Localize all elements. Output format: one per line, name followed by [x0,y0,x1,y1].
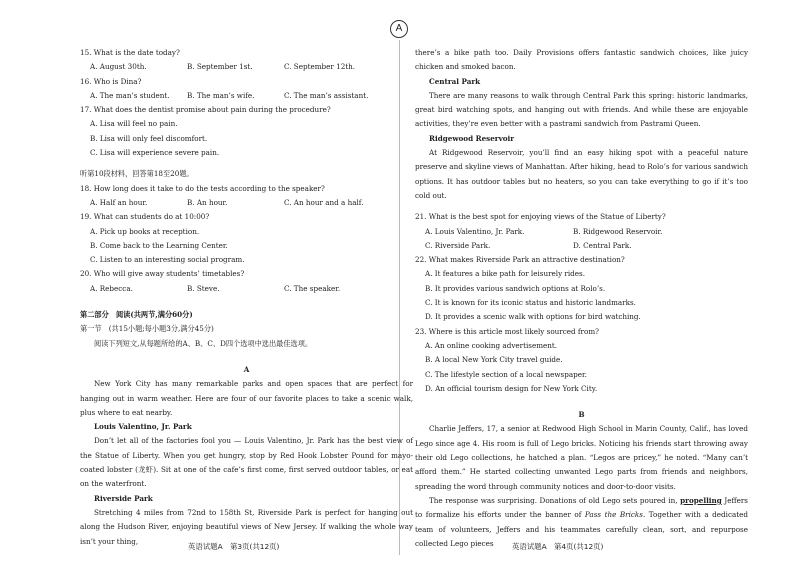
paper-version-badge: A [390,20,408,38]
question-15-options [80,60,413,74]
reading-instruction: 阅读下列短文,从每题所给的A、B、C、D四个选项中选出最佳选项。 [94,338,313,348]
question-21-options-row2 [415,239,748,253]
section-10-instruction: 听第10段材料，回答第18至20题。 [80,169,194,179]
text-span: Jeffers to formalize his efforts under the banner of [415,495,748,520]
option: A. Rebecca. [90,283,133,293]
question-18: 18. How long does it take to do the tests according to the speaker? [80,183,325,193]
option: D. Central Park. [573,240,632,250]
text-span: . Together with a dedicated team of volunteers, Jeffers and his teammates carefully clean, sort, and repurpose collected Lego pieces [415,510,748,548]
park-text-central: There are many reasons to walk through Central Park this spring: historic landmarks, great bird watching spots, and hanging out with friends. And while these are enjoyable activities, they’re even better with a pastrami sandwich from Pastrami Queen. [415,90,748,129]
option: C. The speaker. [284,283,341,293]
underlined-word: propelling [680,495,722,505]
question-21: 21. What is the best spot for enjoying views of the Statue of Liberty? [415,212,666,222]
option: B. A local New York City travel guide. [425,355,563,365]
option: B. September 1st. [187,62,253,72]
option: A. The man’s student. [90,90,170,100]
text-span: The response was surprising. Donations of old Lego sets poured in, [429,495,678,505]
option: A. Half an hour. [90,197,148,207]
question-22: 22. What makes Riverside Park an attractive destination? [415,255,625,265]
option: D. An official tourism design for New York City. [425,383,598,393]
option: A. Pick up books at reception. [90,226,200,236]
right-page [415,46,748,551]
question-16-options [80,89,413,103]
option: B. Ridgewood Reservoir. [573,226,663,236]
option: B. It provides various sandwich options at Rolo’s. [425,283,606,293]
park-text-riverside: Stretching 4 miles from 72nd to 158th St, Riverside Park is perfect for hanging out along the Hudson River, enjoying beautiful views of New Jersey. If walking the whole way isn’t your thing, [80,507,413,546]
park-title-central: Central Park [429,76,481,86]
left-page [80,46,413,549]
question-19: 19. What can students do at 10:00? [80,212,210,222]
italic-title: Pass the Bricks [584,510,643,520]
option: B. Lisa will only feel discomfort. [90,133,208,143]
section-1-heading: 第一节 (共15小题;每小题3分,满分45分) [80,324,214,334]
option: B. An hour. [187,197,228,207]
right-page-footer: 英语试题A 第4页(共12页) [512,542,604,551]
option: C. Riverside Park. [425,240,491,250]
option: C. The lifestyle section of a local newspaper. [425,369,587,379]
option: A. It features a bike path for leisurely rides. [425,269,585,279]
option: C. An hour and a half. [284,197,364,207]
question-20-options [80,282,413,296]
option: C. It is known for its iconic status and historic landmarks. [425,298,636,308]
option: C. Lisa will experience severe pain. [90,148,220,158]
riverside-continued: there’s a bike path too. Daily Provisions offers fantastic sandwich choices, like juicy chicken and smoked bacon. [415,48,748,72]
park-title-ridgewood: Ridgewood Reservoir [429,133,515,143]
question-20: 20. Who will give away students’ timetables? [80,269,245,279]
park-title-louis-valentino: Louis Valentino, Jr. Park [94,422,192,432]
option: A. Lisa will feel no pain. [90,119,178,129]
option: A. Louis Valentino, Jr. Park. [425,226,525,236]
option: A. August 30th. [90,62,147,72]
option: B. The man’s wife. [187,90,255,100]
option: C. September 12th. [284,62,356,72]
question-23: 23. Where is this article most likely sourced from? [415,326,599,336]
park-title-riverside: Riverside Park [94,493,153,503]
passage-b-paragraph-1: Charlie Jeffers, 17, a senior at Redwood High School in Marin County, Calif., has loved Lego since age 4. His room is full of Lego bricks. Noticing his friends start throwing away their old Lego collections, he hatched a plan. “Legos are pricey,” he noted. “Many can’t afford them.” He started collecting unwanted Lego parts from friends and neighbors, spreading the word through community notices and door-to-door visits. [415,424,748,491]
option: D. It provides a scenic walk with options for bird watching. [425,312,641,322]
question-17: 17. What does the dentist promise about pain during the procedure? [80,105,331,115]
question-16: 16. Who is Dina? [80,76,142,86]
left-page-footer: 英语试题A 第3页(共12页) [188,542,280,551]
question-21-options-row1 [415,225,748,239]
passage-b-label: B [578,410,585,420]
option: C. Listen to an interesting social program. [90,255,245,265]
question-18-options [80,196,413,210]
part-2-heading: 第二部分 阅读(共两节,满分60分) [80,310,193,320]
option: B. Steve. [187,283,220,293]
passage-a-label: A [243,364,250,374]
question-15: 15. What is the date today? [80,48,180,57]
option: B. Come back to the Learning Center. [90,240,228,250]
passage-a-intro: New York City has many remarkable parks and open spaces that are perfect for hanging out in warm weather. Here are four of our favorite places to take a scenic walk, plus where to eat nearby. [80,379,413,417]
option: A. An online cooking advertisement. [425,340,558,350]
park-text-louis-valentino: Don’t let all of the factories fool you — Louis Valentino, Jr. Park has the best view of the Statue of Liberty. When you get hungry, stop by Red Hook Lobster Pound for mayo-coated lobster (龙虾). Sit at one of the cafe’s first come, first served outdoor tables, or eat on the waterfront. [80,436,413,489]
option: C. The man’s assistant. [284,90,369,100]
park-text-ridgewood: At Ridgewood Reservoir, you’ll find an easy hiking spot with a peaceful nature preserve and skyline views of Manhattan. After hiking, head to Rolo’s for various sandwich options. It has outdoor tables but no heaters, so you can take everything to go if it’s too cold out. [415,148,748,200]
